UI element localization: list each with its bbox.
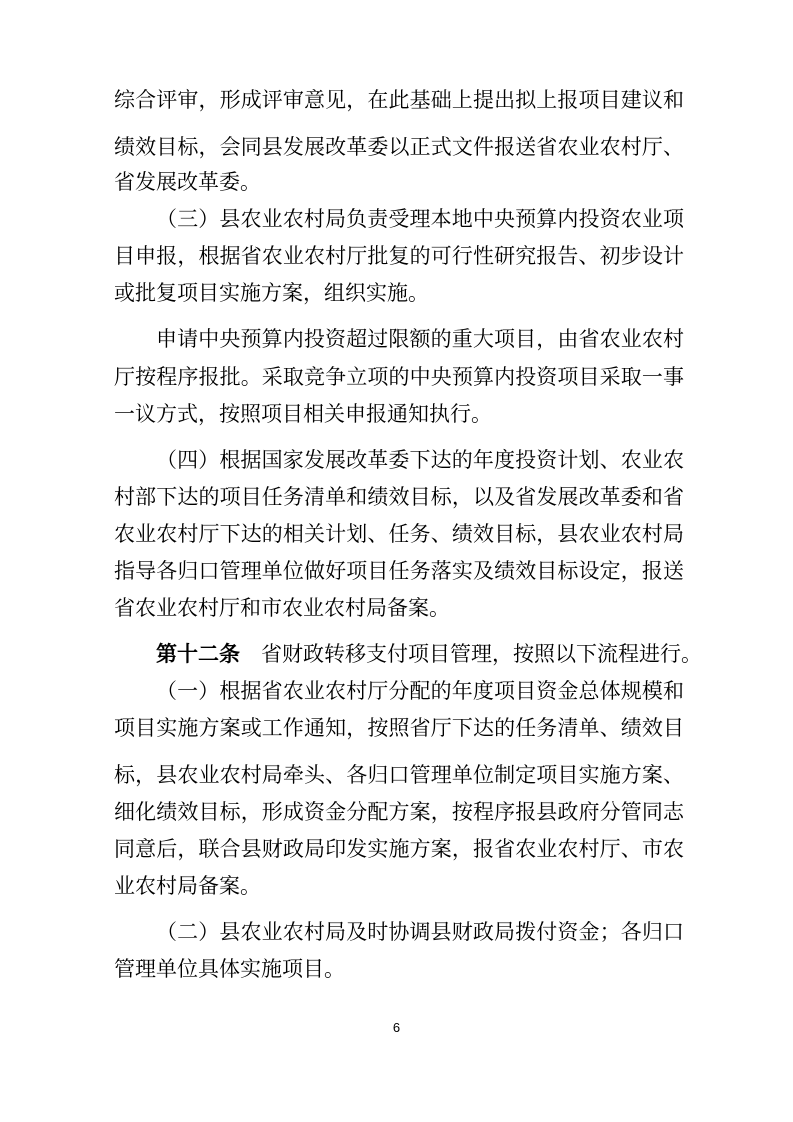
body-line: 申请中央预算内投资超过限额的重大项目，由省农业农村 <box>156 327 684 351</box>
body-line: 目申报，根据省农业农村厅批复的可行性研究报告、初步设计 <box>114 244 684 268</box>
body-line: 或批复项目实施方案，组织实施。 <box>114 281 429 305</box>
body-line: 村部下达的项目任务清单和绩效目标，以及省发展改革委和省 <box>114 485 684 509</box>
body-line: 厅按程序报批。采取竞争立项的中央预算内投资项目采取一事 <box>114 365 684 389</box>
body-line: 农业农村厅下达的相关计划、任务、绩效目标，县农业农村局 <box>114 522 684 546</box>
body-line: （四）根据国家发展改革委下达的年度投资计划、农业农 <box>156 448 684 472</box>
article-text: 省财政转移支付项目管理，按照以下流程进行。 <box>261 642 702 666</box>
body-line: （二）县农业农村局及时协调县财政局拨付资金；各归口 <box>156 920 684 944</box>
body-line: （三）县农业农村局负责受理本地中央预算内投资农业项 <box>156 207 684 231</box>
body-line: 标，县农业农村局牵头、各归口管理单位制定项目实施方案、 <box>114 763 684 787</box>
body-line: 综合评审，形成评审意见，在此基础上提出拟上报项目建议和 <box>114 88 684 112</box>
body-line: 省发展改革委。 <box>114 170 261 194</box>
body-line: 一议方式，按照项目相关申报通知执行。 <box>114 402 492 426</box>
body-line: （一）根据省农业农村厅分配的年度项目资金总体规模和 <box>156 679 684 703</box>
body-line: 指导各归口管理单位做好项目任务落实及绩效目标设定，报送 <box>114 559 684 583</box>
body-line: 管理单位具体实施项目。 <box>114 957 345 981</box>
body-line: 业农村局备案。 <box>114 874 261 898</box>
body-line: 项目实施方案或工作通知，按照省厅下达的任务清单、绩效目 <box>114 716 684 740</box>
body-line: 细化绩效目标，形成资金分配方案，按程序报县政府分管同志 <box>114 800 684 824</box>
page-number: 6 <box>392 1020 401 1035</box>
body-line: 绩效目标，会同县发展改革委以正式文件报送省农业农村厅、 <box>114 135 684 159</box>
article-heading: 第十二条 <box>156 641 240 666</box>
body-line: 同意后，联合县财政局印发实施方案，报省农业农村厅、市农 <box>114 837 684 861</box>
body-line: 省农业农村厅和市农业农村局备案。 <box>114 596 450 620</box>
article-line <box>156 640 702 668</box>
